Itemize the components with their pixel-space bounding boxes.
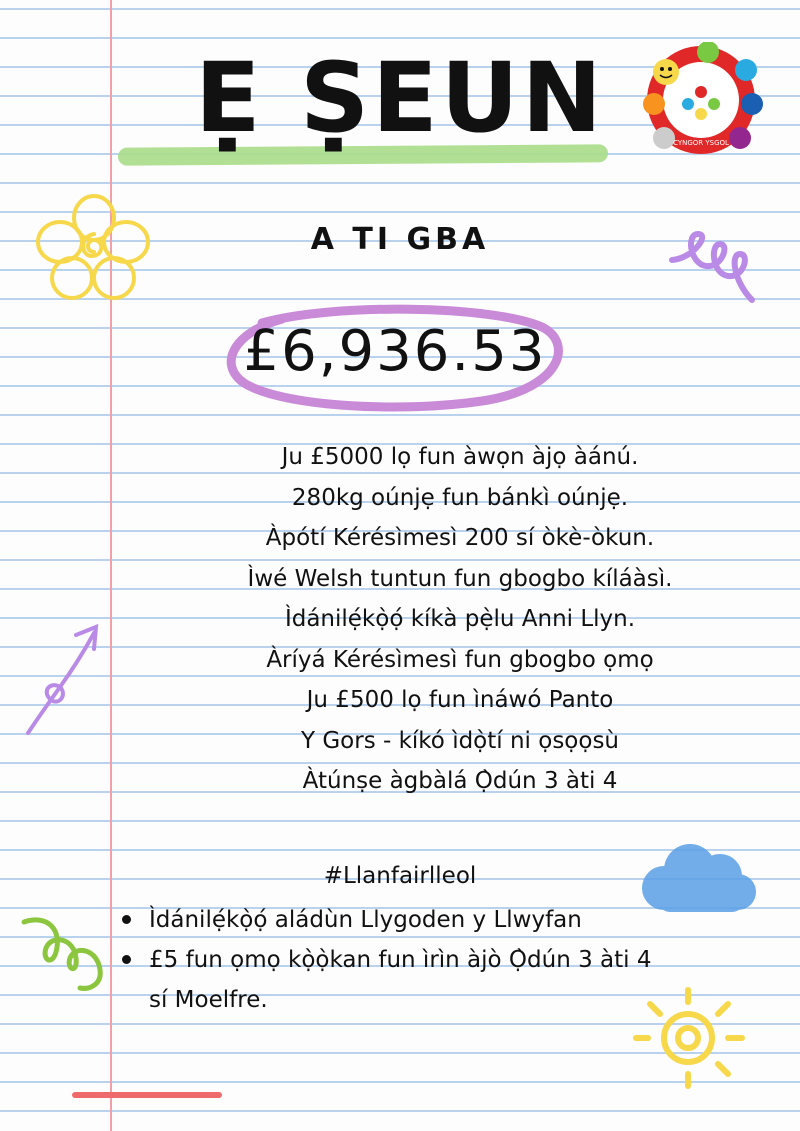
vine-doodle <box>18 900 118 1000</box>
achievement-line: Ju £5000 lọ fun àwọn àjọ àánú. <box>281 444 639 470</box>
amount-highlight <box>222 303 568 413</box>
achievement-line: Àtúnṣe àgbàlá Ọ̀dún 3 àti 4 <box>302 768 618 794</box>
achievement-line: 280kg oúnjẹ fun bánkì oúnjẹ. <box>291 484 629 511</box>
achievement-line: Ju £500 lọ fun ìnáwó Panto <box>306 687 614 713</box>
list-item <box>118 940 758 980</box>
achievements-list <box>120 437 800 802</box>
school-council-logo <box>636 42 766 160</box>
list-item-text: sí Moelfre. <box>149 987 268 1013</box>
bullet-dot <box>122 915 131 924</box>
subtitle: A TI GBA <box>310 222 490 257</box>
achievement-line: Y Gors - kíkó ìdọ̀tí ni ọsọọsù <box>300 727 620 754</box>
achievement-line: Àríyá Kérésìmesì fun gbogbo ọmọ <box>266 646 654 673</box>
bottom-accent-line <box>72 1092 222 1098</box>
cloud-doodle <box>634 836 762 921</box>
arrow-doodle <box>20 615 105 740</box>
achievement-line: Ìwé Welsh tuntun fun gbogbo kíláàsì. <box>247 565 673 592</box>
sun-doodle <box>630 982 750 1092</box>
achievement-line: Àpótí Kérésìmesì 200 sí òkè-òkun. <box>265 525 655 551</box>
achievement-line: Ìdánilẹ́kọ̀ọ́ kíkà pẹ̀lu Anni Llyn. <box>284 606 636 632</box>
page-title: Ẹ ṢEUN <box>194 42 605 154</box>
hashtag: #Llanfairlleol <box>323 863 477 889</box>
list-item-text: Ìdánilẹ́kọ̀ọ́ aládùn Llygoden y Llwyfan <box>149 907 582 933</box>
amount-raised: £6,936.53 <box>243 319 547 384</box>
list-item-text: £5 fun ọmọ kọ̀ọ̀kan fun ìrìn àjò Ọ̀dún 3 àti 4 <box>149 947 652 973</box>
logo-caption: CYNGOR YSGOL <box>673 139 729 147</box>
bullet-dot <box>122 955 131 964</box>
